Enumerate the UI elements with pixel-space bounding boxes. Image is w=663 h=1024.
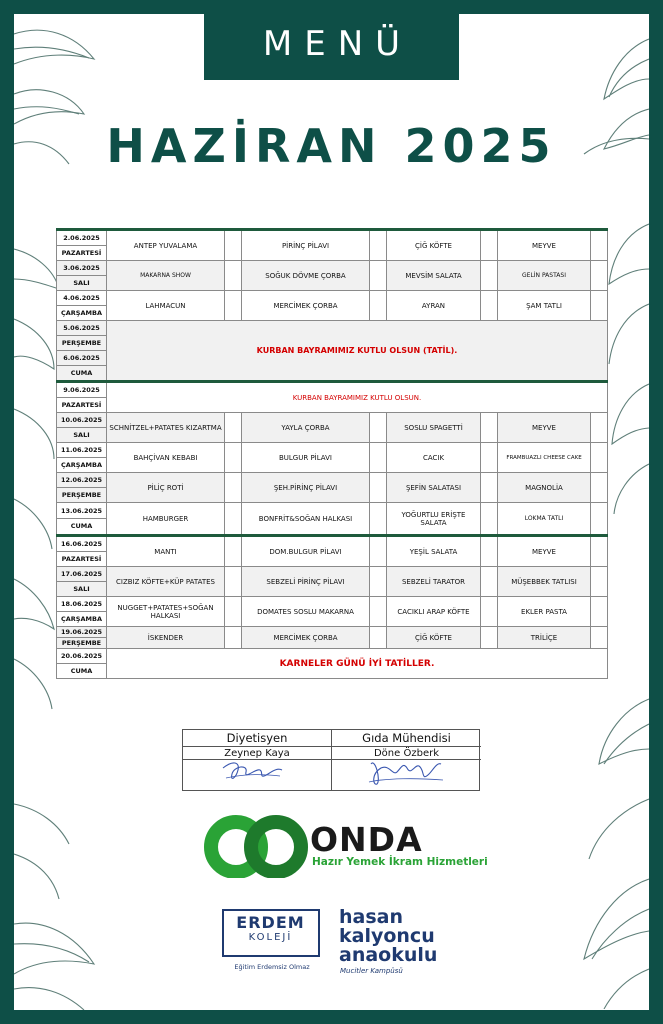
menu-item: MAKARNA SHOW — [107, 261, 225, 291]
date-label: 5.06.2025 — [57, 321, 106, 336]
menu-item: ŞEFİN SALATASI — [387, 473, 481, 503]
holiday-note-text: KARNELER GÜNÜ İYİ TATİLLER. — [279, 658, 435, 669]
menu-item: ŞAM TATLI — [498, 291, 591, 321]
weekday-label: SALI — [73, 585, 90, 593]
date-label: 2.06.2025 — [57, 231, 106, 246]
menu-item: MANTI — [107, 536, 225, 567]
table-row — [57, 473, 608, 503]
hk-logo-line: hasan — [339, 906, 404, 928]
menu-item: YEŞİL SALATA — [387, 536, 481, 567]
weekday-label: CUMA — [70, 522, 93, 530]
menu-item: İSKENDER — [107, 627, 225, 649]
weekday-label: PERŞEMBE — [61, 491, 102, 499]
menu-item: MERCİMEK ÇORBA — [242, 291, 370, 321]
day-cell — [57, 627, 107, 649]
leaf-decoration-icon — [574, 679, 649, 1009]
day-cell — [57, 413, 107, 443]
menu-item: ANTEP YUVALAMA — [107, 230, 225, 261]
onda-tagline: Hazır Yemek İkram Hizmetleri — [312, 856, 488, 868]
day-cell — [57, 597, 107, 627]
day-cell — [57, 261, 107, 291]
holiday-note-text: KURBAN BAYRAMIMIZ KUTLU OLSUN. — [292, 393, 422, 402]
engineer-signature — [332, 730, 481, 790]
table-row — [57, 291, 608, 321]
menu-item: SOSLU SPAGETTİ — [387, 413, 481, 443]
date-label: 4.06.2025 — [57, 291, 106, 306]
erdem-name: ERDEM — [236, 913, 305, 932]
page-title: HAZİRAN 2025 — [106, 119, 557, 173]
onda-brand-name: ONDA — [310, 820, 423, 859]
menu-item: MAGNOLİA — [498, 473, 591, 503]
weekday-label: CUMA — [70, 369, 93, 377]
table-row — [57, 567, 608, 597]
weekday-label: SALI — [73, 431, 90, 439]
menu-item: BULGUR PİLAVI — [242, 443, 370, 473]
date-label: 19.06.2025 — [57, 627, 106, 638]
date-label: 11.06.2025 — [57, 443, 106, 458]
menu-item: CIZBIZ KÖFTE+KÜP PATATES — [107, 567, 225, 597]
menu-item: LOKMA TATLI — [498, 503, 591, 536]
menu-item: BAHÇİVAN KEBABI — [107, 443, 225, 473]
date-label: 6.06.2025 — [57, 351, 106, 366]
table-row — [57, 649, 608, 679]
menu-item: CACIKLI ARAP KÖFTE — [387, 597, 481, 627]
signer-name: Zeynep Kaya — [183, 747, 331, 760]
date-label: 17.06.2025 — [57, 567, 106, 582]
dietitian-signature — [183, 730, 332, 790]
weekday-label: PAZARTESİ — [61, 249, 102, 257]
menu-item: SOĞUK DÖVME ÇORBA — [242, 261, 370, 291]
weekday-label: PERŞEMBE — [57, 336, 106, 351]
weekday-label: ÇARŞAMBA — [61, 461, 102, 469]
hk-logo-line: anaokulu — [339, 944, 438, 966]
signature-icon — [183, 760, 331, 788]
day-cell — [57, 443, 107, 473]
hk-logo-line: kalyoncu — [339, 925, 435, 947]
menu-item: MEVSİM SALATA — [387, 261, 481, 291]
menu-item: HAMBURGER — [107, 503, 225, 536]
day-cell — [57, 473, 107, 503]
date-label: 18.06.2025 — [57, 597, 106, 612]
day-cell — [57, 382, 107, 413]
table-row — [57, 230, 608, 261]
menu-item: PİRİNÇ PİLAVI — [242, 230, 370, 261]
menu-item: AYRAN — [387, 291, 481, 321]
weekday-label: PERŞEMBE — [61, 639, 102, 647]
table-row — [57, 627, 608, 649]
weekday-label: PAZARTESİ — [61, 555, 102, 563]
leaf-decoration-icon — [14, 784, 104, 1010]
menu-item: DOM.BULGUR PİLAVI — [242, 536, 370, 567]
menu-item: SEBZELİ TARATOR — [387, 567, 481, 597]
erdem-logo — [222, 909, 320, 957]
menu-item: GELİN PASTASI — [498, 261, 591, 291]
date-label: 16.06.2025 — [57, 537, 106, 552]
signature-box — [182, 729, 480, 791]
menu-item: SCHNİTZEL+PATATES KIZARTMA — [107, 413, 225, 443]
erdem-motto: Eğitim Erdemsiz Olmaz — [234, 963, 310, 971]
date-label: 9.06.2025 — [57, 383, 106, 398]
table-row — [57, 413, 608, 443]
menu-item: EKLER PASTA — [498, 597, 591, 627]
weekday-label: CUMA — [70, 667, 93, 675]
menu-item: MERCİMEK ÇORBA — [242, 627, 370, 649]
menu-item: ŞEH.PİRİNÇ PİLAVI — [242, 473, 370, 503]
menu-item: YOĞURTLU ERİŞTE SALATA — [387, 503, 481, 536]
day-cell — [57, 230, 107, 261]
signer-role: Gıda Mühendisi — [332, 730, 481, 747]
weekday-label: ÇARŞAMBA — [61, 309, 102, 317]
menu-item: SEBZELİ PİRİNÇ PİLAVI — [242, 567, 370, 597]
menu-item: MEYVE — [498, 536, 591, 567]
erdem-sub: KOLEJİ — [248, 932, 293, 943]
menu-item: MÜŞEBBEK TATLISI — [498, 567, 591, 597]
date-label: 13.06.2025 — [57, 504, 106, 519]
day-cell — [57, 291, 107, 321]
poster-panel — [14, 14, 649, 1010]
menu-item: PİLİÇ ROTİ — [107, 473, 225, 503]
table-row — [57, 261, 608, 291]
day-cell — [57, 503, 107, 536]
signer-name: Döne Özberk — [332, 747, 481, 760]
menu-item: MEYVE — [498, 413, 591, 443]
signature-icon — [332, 760, 481, 788]
leaf-decoration-icon — [604, 214, 649, 514]
menu-item: TRİLİÇE — [498, 627, 591, 649]
menu-item: ÇİĞ KÖFTE — [387, 230, 481, 261]
day-cell — [57, 536, 107, 567]
menu-item: ÇİĞ KÖFTE — [387, 627, 481, 649]
menu-item: YAYLA ÇORBA — [242, 413, 370, 443]
menu-banner: MENÜ — [204, 14, 459, 80]
menu-item: FRAMBUAZLI CHEESE CAKE — [498, 443, 591, 473]
weekday-label: SALI — [73, 279, 90, 287]
menu-item: BONFRİT&SOĞAN HALKASI — [242, 503, 370, 536]
menu-item: NUGGET+PATATES+SOĞAN HALKASI — [107, 597, 225, 627]
day-cell — [57, 649, 107, 679]
day-cell — [57, 567, 107, 597]
date-label: 10.06.2025 — [57, 413, 106, 428]
table-row — [57, 443, 608, 473]
holiday-note — [107, 382, 608, 413]
day-cell — [57, 321, 107, 382]
menu-item: LAHMACUN — [107, 291, 225, 321]
table-row — [57, 382, 608, 413]
table-row — [57, 321, 608, 382]
holiday-note — [107, 321, 608, 382]
table-row — [57, 536, 608, 567]
weekday-label: PAZARTESİ — [61, 401, 102, 409]
signer-role: Diyetisyen — [183, 730, 331, 747]
date-label: 20.06.2025 — [57, 649, 106, 664]
table-row — [57, 597, 608, 627]
date-label: 3.06.2025 — [57, 261, 106, 276]
menu-item: MEYVE — [498, 230, 591, 261]
hk-logo-sub: Mucitler Kampüsü — [340, 967, 403, 975]
menu-item: DOMATES SOSLU MAKARNA — [242, 597, 370, 627]
holiday-note-text: KURBAN BAYRAMIMIZ KUTLU OLSUN (TATİL). — [256, 346, 458, 355]
menu-item: CACIK — [387, 443, 481, 473]
weekday-label: ÇARŞAMBA — [61, 615, 102, 623]
holiday-note — [107, 649, 608, 679]
table-row — [57, 503, 608, 536]
menu-table — [56, 228, 608, 679]
date-label: 12.06.2025 — [57, 473, 106, 488]
